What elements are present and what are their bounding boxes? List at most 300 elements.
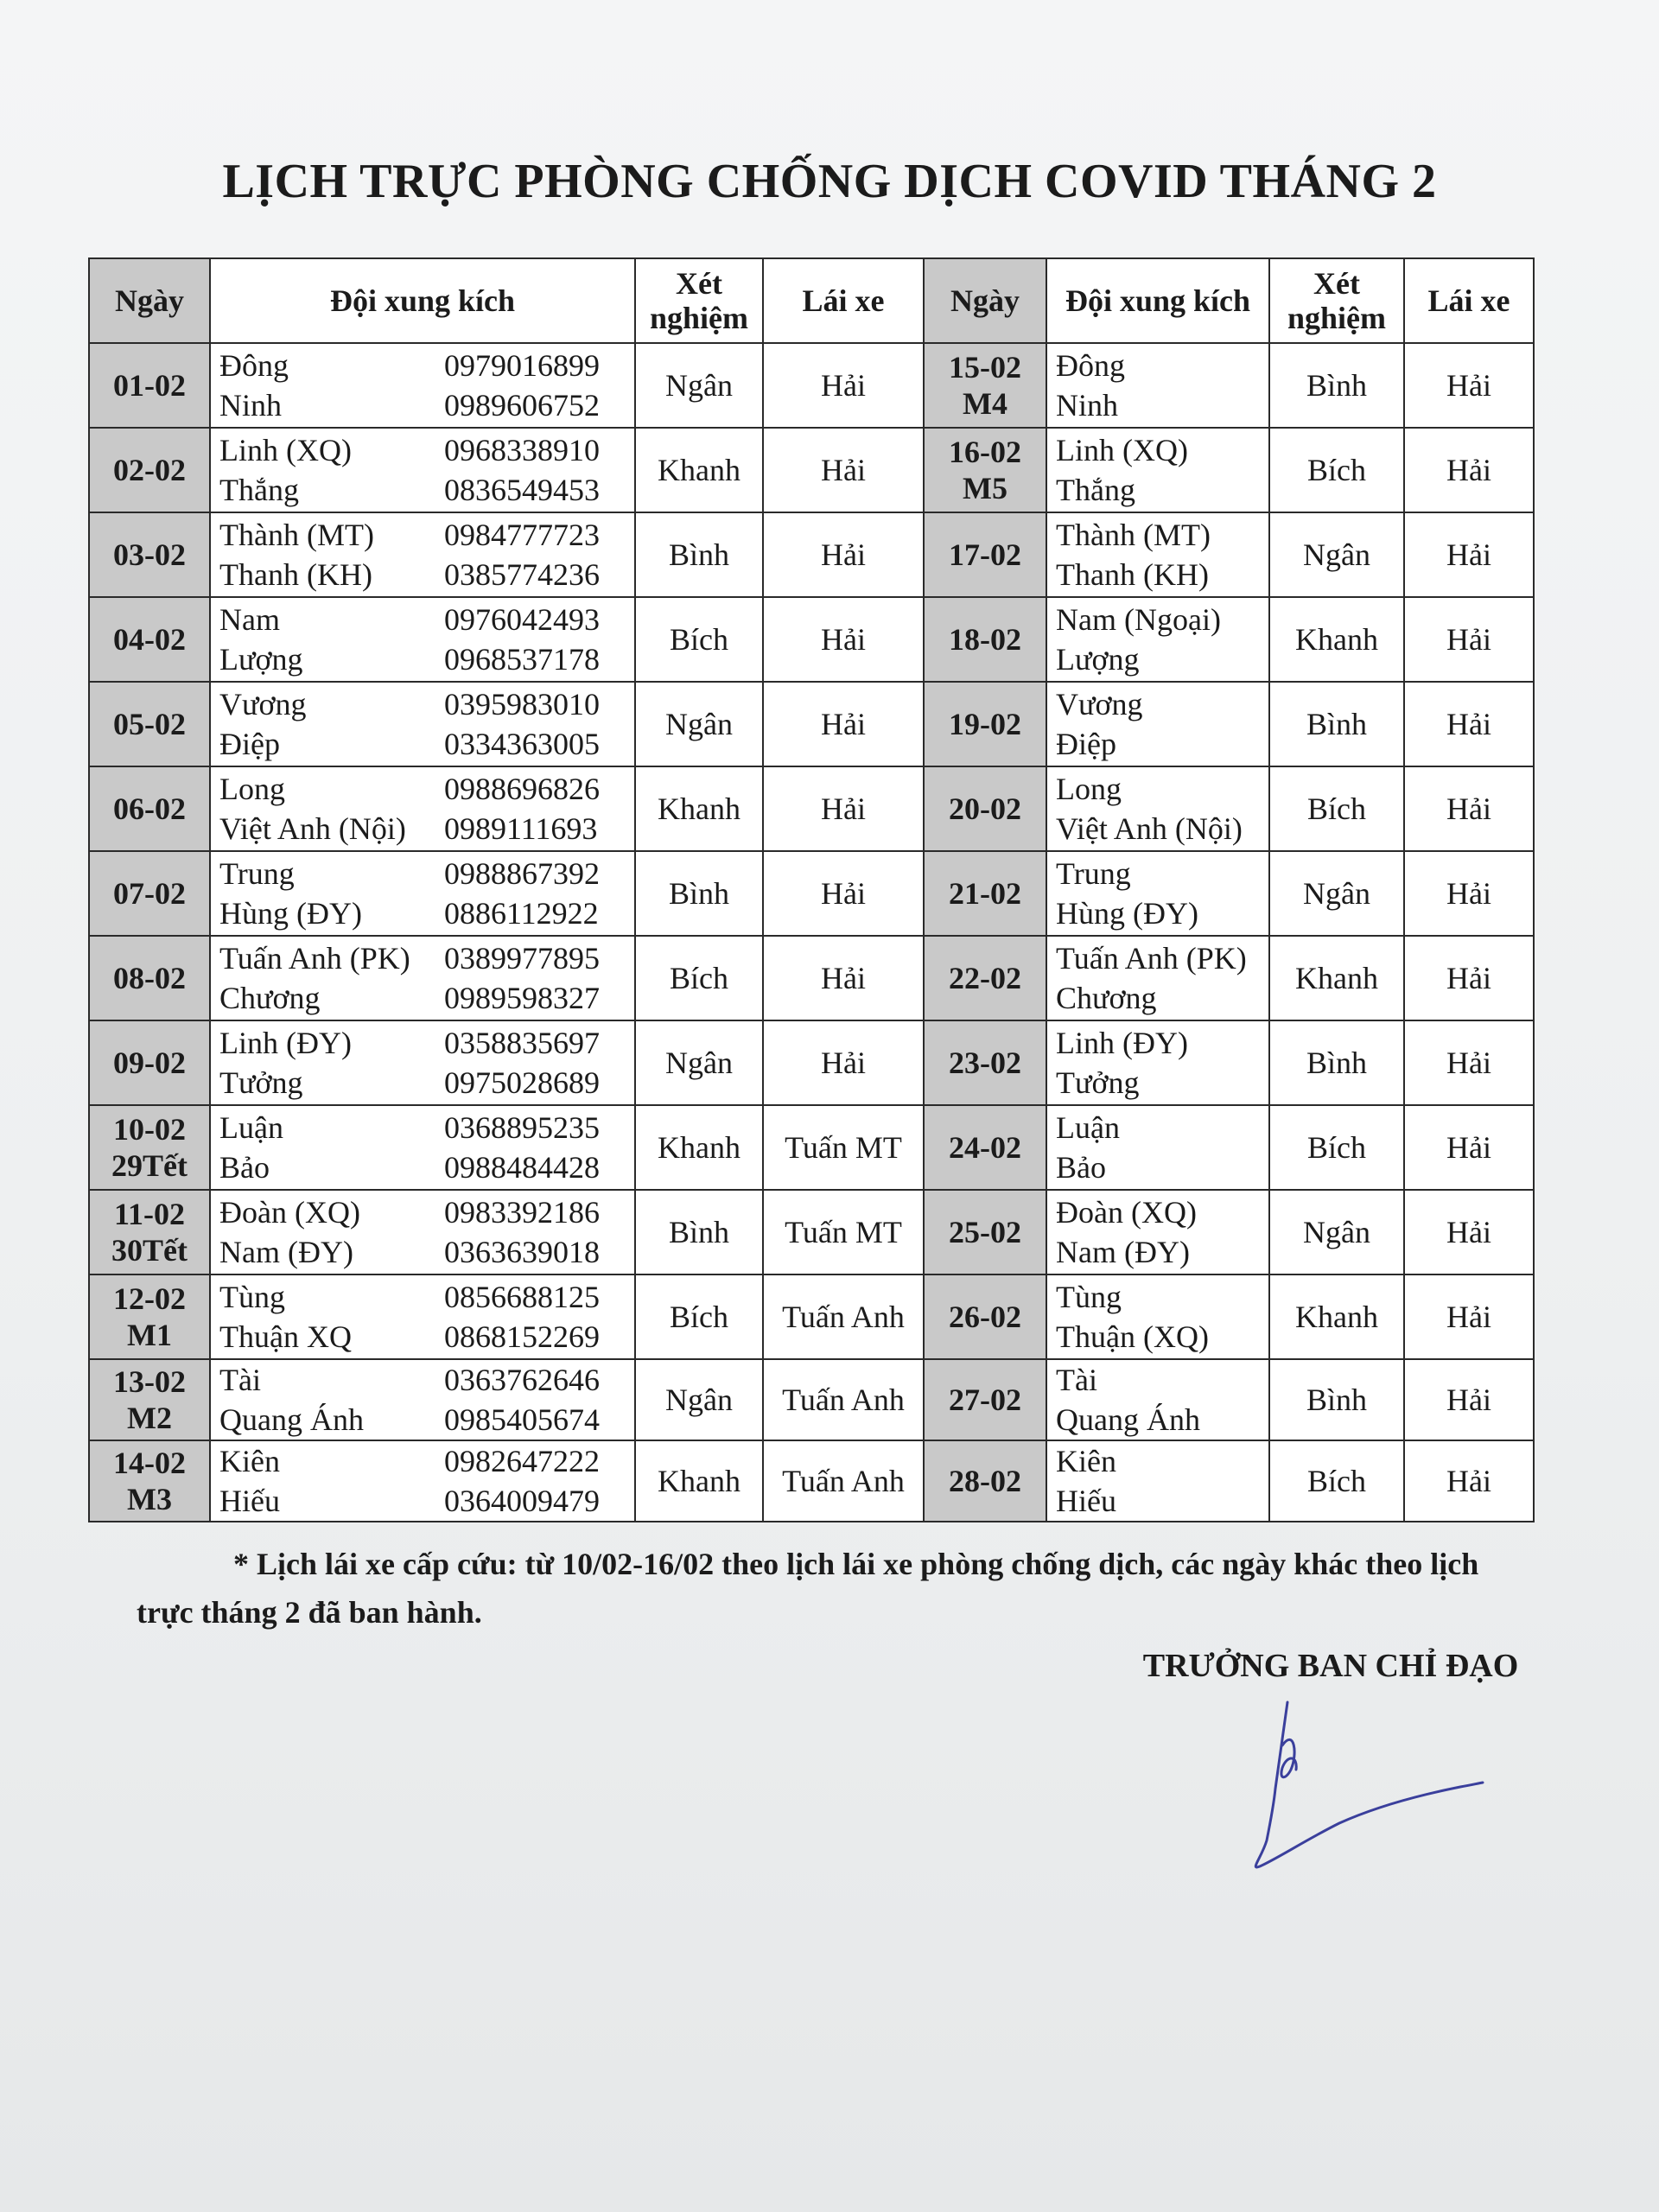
team-line-1: [1056, 1023, 1260, 1063]
team-line-1: [219, 1441, 626, 1481]
team-cell-right: [1046, 428, 1269, 512]
member-phone: 0389977895: [444, 941, 600, 976]
team-line-2: [219, 978, 626, 1018]
team-cell-right: [1046, 682, 1269, 766]
day-date: 12-02: [113, 1281, 186, 1316]
day-date: 24-02: [949, 1130, 1021, 1165]
driver-right: Hải: [1404, 428, 1534, 512]
day-cell-left: [89, 682, 210, 766]
day-extra: M1: [127, 1318, 172, 1352]
member-phone: 0395983010: [444, 687, 600, 721]
team-cell-left: [210, 851, 635, 936]
day-date: 22-02: [949, 961, 1021, 995]
day-date: 05-02: [113, 707, 186, 741]
test-staff-right: Ngân: [1269, 512, 1404, 597]
day-cell-right: [924, 936, 1046, 1020]
day-cell-right: [924, 428, 1046, 512]
member-phone: 0989606752: [444, 388, 600, 423]
test-staff-right: Bình: [1269, 682, 1404, 766]
test-staff-left: Khanh: [635, 1105, 763, 1190]
team-cell-left: [210, 1274, 635, 1359]
member-phone: 0988484428: [444, 1150, 600, 1185]
member-name: Tuấn Anh (PK): [219, 941, 410, 976]
test-staff-right: Khanh: [1269, 936, 1404, 1020]
team-line-1: [1056, 1441, 1260, 1481]
test-staff-left: Bích: [635, 936, 763, 1020]
test-staff-right: Bích: [1269, 766, 1404, 851]
day-date: 02-02: [113, 453, 186, 487]
team-cell-right: [1046, 1359, 1269, 1440]
member-name: Tài: [1056, 1363, 1097, 1397]
member-name: Tài: [219, 1363, 261, 1397]
member-name: Hiếu: [219, 1484, 280, 1518]
member-name: Nam (Ngoại): [1056, 602, 1221, 637]
header-team-left: Đội xung kích: [210, 258, 635, 343]
member-phone: 0983392186: [444, 1195, 600, 1230]
day-date: 10-02: [113, 1112, 186, 1147]
member-phone: 0385774236: [444, 557, 600, 592]
team-cell-left: [210, 682, 635, 766]
member-name: Quang Ánh: [219, 1402, 364, 1437]
table-row: [89, 512, 1534, 597]
team-line-1: [219, 684, 626, 724]
member-phone: 0982647222: [444, 1444, 600, 1478]
day-extra: 29Tết: [111, 1148, 188, 1183]
team-line-1: [219, 854, 626, 893]
team-line-2: [219, 1063, 626, 1103]
member-phone: 0988696826: [444, 772, 600, 806]
team-line-1: [1056, 1108, 1260, 1147]
team-line-1: [1056, 854, 1260, 893]
team-line-1: [1056, 684, 1260, 724]
table-row: [89, 766, 1534, 851]
test-staff-left: Bình: [635, 1190, 763, 1274]
test-staff-left: Bình: [635, 512, 763, 597]
day-cell-right: [924, 1440, 1046, 1522]
team-cell-left: [210, 936, 635, 1020]
member-name: Chương: [219, 981, 321, 1015]
signatory-title: TRƯỞNG BAN CHỈ ĐẠO: [1142, 1648, 1519, 1684]
member-name: Linh (ĐY): [219, 1026, 352, 1060]
driver-right: Hải: [1404, 343, 1534, 428]
day-cell-right: [924, 766, 1046, 851]
footnote-line-2: trực tháng 2 đã ban hành.: [137, 1595, 482, 1630]
member-name: Ninh: [1056, 388, 1118, 423]
table-row: [89, 851, 1534, 936]
day-cell-left: [89, 1190, 210, 1274]
member-phone: 0984777723: [444, 518, 600, 552]
member-name: Tưởng: [219, 1065, 303, 1100]
day-cell-left: [89, 1440, 210, 1522]
day-cell-left: [89, 766, 210, 851]
day-cell-left: [89, 1274, 210, 1359]
table-row: [89, 1105, 1534, 1190]
team-line-2: [1056, 470, 1260, 510]
header-day-right: Ngày: [924, 258, 1046, 343]
driver-right: Hải: [1404, 1190, 1534, 1274]
team-line-1: [219, 1277, 626, 1317]
day-cell-left: [89, 851, 210, 936]
day-date: 28-02: [949, 1464, 1021, 1498]
team-line-2: [219, 1317, 626, 1357]
team-line-1: [219, 346, 626, 385]
day-cell-right: [924, 1274, 1046, 1359]
driver-left: Hải: [763, 682, 924, 766]
member-phone: 0334363005: [444, 727, 600, 761]
test-staff-left: Ngân: [635, 1359, 763, 1440]
day-date: 20-02: [949, 791, 1021, 826]
member-name: Tùng: [1056, 1280, 1122, 1314]
team-cell-right: [1046, 1105, 1269, 1190]
member-name: Ninh: [219, 388, 282, 423]
member-name: Linh (XQ): [219, 433, 352, 467]
member-name: Kiên: [1056, 1444, 1116, 1478]
test-staff-right: Bích: [1269, 1105, 1404, 1190]
team-cell-left: [210, 597, 635, 682]
table-row: [89, 936, 1534, 1020]
driver-right: Hải: [1404, 512, 1534, 597]
test-staff-left: Ngân: [635, 1020, 763, 1105]
team-line-2: [1056, 1481, 1260, 1521]
day-date: 13-02: [113, 1364, 186, 1399]
member-name: Đông: [219, 348, 289, 383]
member-phone: 0988867392: [444, 856, 600, 891]
member-name: Nam: [219, 602, 280, 637]
driver-right: Hải: [1404, 682, 1534, 766]
driver-right: Hải: [1404, 1105, 1534, 1190]
member-phone: 0363639018: [444, 1235, 600, 1269]
member-phone: 0979016899: [444, 348, 600, 383]
team-line-1: [1056, 515, 1260, 555]
team-line-2: [1056, 385, 1260, 425]
team-line-2: [1056, 978, 1260, 1018]
driver-right: Hải: [1404, 851, 1534, 936]
header-test-right: Xét nghiệm: [1269, 258, 1404, 343]
test-staff-left: Khanh: [635, 1440, 763, 1522]
team-line-2: [219, 724, 626, 764]
member-phone: 0856688125: [444, 1280, 600, 1314]
day-date: 15-02: [949, 350, 1021, 385]
day-date: 25-02: [949, 1215, 1021, 1249]
member-phone: 0985405674: [444, 1402, 600, 1437]
team-line-1: [1056, 1360, 1260, 1400]
driver-left: Hải: [763, 936, 924, 1020]
driver-right: Hải: [1404, 936, 1534, 1020]
team-line-1: [219, 769, 626, 809]
footnote-line-1: * Lịch lái xe cấp cứu: từ 10/02-16/02 theo lịch lái xe phòng chống dịch, các ngày khác theo lịch: [233, 1547, 1479, 1581]
day-date: 19-02: [949, 707, 1021, 741]
member-name: Đoàn (XQ): [219, 1195, 360, 1230]
driver-right: Hải: [1404, 1440, 1534, 1522]
table-row: [89, 682, 1534, 766]
table-row: [89, 1440, 1534, 1522]
day-date: 06-02: [113, 791, 186, 826]
member-name: Tưởng: [1056, 1065, 1140, 1100]
team-line-1: [219, 1108, 626, 1147]
day-extra: M5: [963, 471, 1007, 505]
day-date: 14-02: [113, 1446, 186, 1480]
header-driver-right: Lái xe: [1404, 258, 1534, 343]
day-cell-right: [924, 512, 1046, 597]
member-name: Kiên: [219, 1444, 280, 1478]
test-staff-right: Ngân: [1269, 1190, 1404, 1274]
member-name: Thắng: [1056, 473, 1135, 507]
member-phone: 0868152269: [444, 1319, 600, 1354]
table-row: [89, 1020, 1534, 1105]
team-cell-left: [210, 1020, 635, 1105]
team-line-2: [1056, 893, 1260, 933]
team-line-2: [219, 809, 626, 849]
member-name: Lượng: [219, 642, 303, 677]
team-line-1: [219, 1360, 626, 1400]
table-row: [89, 428, 1534, 512]
day-date: 18-02: [949, 622, 1021, 657]
test-staff-right: Khanh: [1269, 1274, 1404, 1359]
team-cell-left: [210, 766, 635, 851]
driver-left: Hải: [763, 766, 924, 851]
team-line-1: [1056, 1277, 1260, 1317]
member-phone: 0975028689: [444, 1065, 600, 1100]
team-cell-left: [210, 428, 635, 512]
day-cell-right: [924, 682, 1046, 766]
day-date: 03-02: [113, 537, 186, 572]
table-header-row: [89, 258, 1534, 343]
team-line-2: [1056, 809, 1260, 849]
team-cell-left: [210, 1105, 635, 1190]
team-line-1: [1056, 346, 1260, 385]
member-name: Long: [1056, 772, 1122, 806]
day-date: 16-02: [949, 435, 1021, 469]
member-name: Hùng (ĐY): [219, 896, 362, 931]
day-date: 07-02: [113, 876, 186, 911]
team-cell-right: [1046, 597, 1269, 682]
day-extra: 30Tết: [111, 1233, 188, 1268]
table-row: [89, 343, 1534, 428]
member-phone: 0836549453: [444, 473, 600, 507]
team-line-1: [219, 1023, 626, 1063]
member-name: Luận: [1056, 1110, 1120, 1145]
member-phone: 0358835697: [444, 1026, 600, 1060]
team-line-1: [1056, 600, 1260, 639]
document-title: LỊCH TRỰC PHÒNG CHỐNG DỊCH COVID THÁNG 2: [222, 155, 1437, 208]
day-cell-left: [89, 936, 210, 1020]
day-cell-left: [89, 512, 210, 597]
team-line-2: [1056, 1400, 1260, 1440]
team-line-1: [219, 600, 626, 639]
day-cell-left: [89, 1105, 210, 1190]
driver-right: Hải: [1404, 1020, 1534, 1105]
member-phone: 0976042493: [444, 602, 600, 637]
test-staff-left: Khanh: [635, 428, 763, 512]
driver-left: Tuấn MT: [763, 1105, 924, 1190]
day-cell-right: [924, 1105, 1046, 1190]
test-staff-right: Bích: [1269, 428, 1404, 512]
team-cell-left: [210, 1359, 635, 1440]
team-line-2: [219, 1400, 626, 1440]
test-staff-left: Khanh: [635, 766, 763, 851]
driver-right: Hải: [1404, 1274, 1534, 1359]
member-name: Nam (ĐY): [1056, 1235, 1190, 1269]
member-phone: 0886112922: [444, 896, 599, 931]
team-line-2: [219, 385, 626, 425]
driver-right: Hải: [1404, 1359, 1534, 1440]
header-test-left: Xét nghiệm: [635, 258, 763, 343]
member-name: Đoàn (XQ): [1056, 1195, 1197, 1230]
day-cell-left: [89, 428, 210, 512]
member-name: Chương: [1056, 981, 1157, 1015]
member-name: Hiếu: [1056, 1484, 1116, 1518]
team-line-1: [1056, 938, 1260, 978]
member-phone: 0968537178: [444, 642, 600, 677]
member-name: Thanh (KH): [219, 557, 372, 592]
driver-right: Hải: [1404, 597, 1534, 682]
test-staff-right: Bình: [1269, 1020, 1404, 1105]
day-cell-left: [89, 343, 210, 428]
team-line-2: [1056, 1147, 1260, 1187]
duty-schedule-table: [88, 257, 1535, 1522]
member-phone: 0989598327: [444, 981, 600, 1015]
member-name: Thắng: [219, 473, 299, 507]
team-line-2: [219, 470, 626, 510]
table-body: [89, 343, 1534, 1522]
test-staff-left: Ngân: [635, 682, 763, 766]
team-line-2: [219, 1147, 626, 1187]
member-name: Tuấn Anh (PK): [1056, 941, 1247, 976]
test-staff-right: Khanh: [1269, 597, 1404, 682]
member-phone: 0364009479: [444, 1484, 600, 1518]
member-name: Trung: [219, 856, 295, 891]
test-staff-left: Bình: [635, 851, 763, 936]
table-row: [89, 1190, 1534, 1274]
team-line-2: [219, 639, 626, 679]
team-line-2: [1056, 639, 1260, 679]
day-cell-left: [89, 597, 210, 682]
member-name: Điệp: [219, 727, 280, 761]
team-line-1: [1056, 430, 1260, 470]
footnote: [138, 1540, 1555, 1637]
day-extra: M2: [127, 1401, 172, 1435]
test-staff-right: Bình: [1269, 1359, 1404, 1440]
test-staff-left: Bích: [635, 597, 763, 682]
day-cell-right: [924, 1359, 1046, 1440]
team-line-2: [1056, 1317, 1260, 1357]
team-line-2: [1056, 1063, 1260, 1103]
day-extra: M3: [127, 1482, 172, 1516]
handwritten-signature: [1244, 1694, 1503, 1884]
member-name: Quang Ánh: [1056, 1402, 1200, 1437]
team-cell-left: [210, 1440, 635, 1522]
driver-left: Tuấn Anh: [763, 1274, 924, 1359]
team-line-1: [219, 430, 626, 470]
table-row: [89, 1359, 1534, 1440]
day-cell-right: [924, 343, 1046, 428]
day-date: 21-02: [949, 876, 1021, 911]
team-cell-right: [1046, 1274, 1269, 1359]
test-staff-right: Bích: [1269, 1440, 1404, 1522]
day-cell-left: [89, 1020, 210, 1105]
team-cell-right: [1046, 851, 1269, 936]
team-cell-left: [210, 1190, 635, 1274]
member-name: Luận: [219, 1110, 283, 1145]
member-name: Lượng: [1056, 642, 1140, 677]
driver-left: Tuấn MT: [763, 1190, 924, 1274]
test-staff-right: Bình: [1269, 343, 1404, 428]
member-phone: 0968338910: [444, 433, 600, 467]
team-line-2: [219, 1232, 626, 1272]
day-date: 26-02: [949, 1300, 1021, 1334]
table-row: [89, 1274, 1534, 1359]
day-date: 11-02: [113, 1197, 185, 1231]
team-cell-left: [210, 343, 635, 428]
member-name: Linh (XQ): [1056, 433, 1188, 467]
member-name: Đông: [1056, 348, 1125, 383]
day-date: 01-02: [113, 368, 186, 403]
member-phone: 0989111693: [444, 811, 598, 846]
header-driver-left: Lái xe: [763, 258, 924, 343]
test-staff-left: Ngân: [635, 343, 763, 428]
team-line-1: [219, 515, 626, 555]
test-staff-left: Bích: [635, 1274, 763, 1359]
member-name: Vương: [219, 687, 307, 721]
driver-left: Hải: [763, 512, 924, 597]
team-cell-right: [1046, 512, 1269, 597]
header-day-left: Ngày: [89, 258, 210, 343]
team-cell-right: [1046, 936, 1269, 1020]
member-name: Hùng (ĐY): [1056, 896, 1198, 931]
member-name: Thanh (KH): [1056, 557, 1209, 592]
team-line-2: [1056, 724, 1260, 764]
test-staff-right: Ngân: [1269, 851, 1404, 936]
member-name: Việt Anh (Nội): [1056, 811, 1243, 846]
member-name: Nam (ĐY): [219, 1235, 353, 1269]
team-line-2: [219, 893, 626, 933]
day-extra: M4: [963, 386, 1007, 421]
team-cell-left: [210, 512, 635, 597]
team-cell-right: [1046, 1440, 1269, 1522]
team-line-1: [219, 1192, 626, 1232]
member-name: Bảo: [1056, 1150, 1106, 1185]
member-name: Trung: [1056, 856, 1131, 891]
header-team-right: Đội xung kích: [1046, 258, 1269, 343]
team-cell-right: [1046, 766, 1269, 851]
member-name: Linh (ĐY): [1056, 1026, 1188, 1060]
day-cell-right: [924, 851, 1046, 936]
driver-left: Hải: [763, 428, 924, 512]
member-name: Vương: [1056, 687, 1143, 721]
member-name: Thành (MT): [219, 518, 374, 552]
team-cell-right: [1046, 1190, 1269, 1274]
team-line-2: [1056, 555, 1260, 594]
member-phone: 0363762646: [444, 1363, 600, 1397]
team-line-1: [1056, 1192, 1260, 1232]
member-name: Thuận (XQ): [1056, 1319, 1209, 1354]
day-date: 23-02: [949, 1046, 1021, 1080]
team-line-1: [219, 938, 626, 978]
driver-left: Hải: [763, 1020, 924, 1105]
day-date: 27-02: [949, 1382, 1021, 1417]
day-cell-right: [924, 1190, 1046, 1274]
member-name: Việt Anh (Nội): [219, 811, 406, 846]
member-name: Long: [219, 772, 285, 806]
team-line-2: [1056, 1232, 1260, 1272]
member-name: Thành (MT): [1056, 518, 1211, 552]
day-date: 08-02: [113, 961, 186, 995]
member-phone: 0368895235: [444, 1110, 600, 1145]
day-cell-right: [924, 1020, 1046, 1105]
team-line-2: [219, 1481, 626, 1521]
driver-left: Hải: [763, 343, 924, 428]
table-row: [89, 597, 1534, 682]
